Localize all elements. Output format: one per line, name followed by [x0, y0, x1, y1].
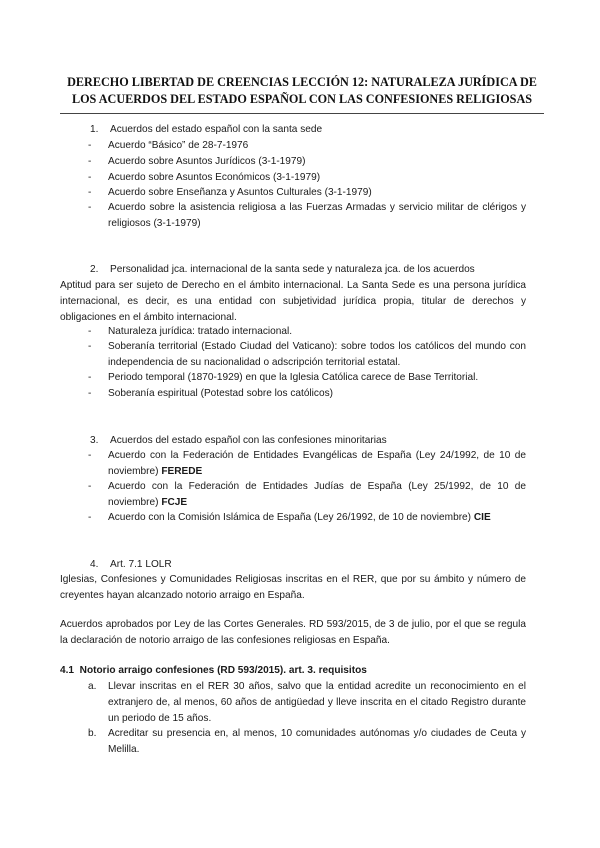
paragraph: Aptitud para ser sujeto de Derecho en el ámbito internacional. La Santa Sede es una persona jurídica internacional, es decir, es una entidad con subjetividad jurídica propia, titular de derechos y obligaciones en el ámbito internacional.	[60, 280, 526, 323]
list-item-text: Acuerdo sobre Enseñanza y Asuntos Culturales (3-1-1979)	[108, 187, 372, 198]
list-item-text: Llevar inscritas en el RER 30 años, salvo que la entidad acredite un reconocimiento en el extranjero de, al menos, 60 años de antigüedad y lleve inscrita en el citado Registro durante un periodo de 15 años.	[108, 681, 526, 724]
subsection-title: Notorio arraigo confesiones (RD 593/2015). art. 3. requisitos	[79, 665, 367, 676]
list-item	[88, 448, 526, 480]
list-item	[88, 510, 526, 526]
list-item-text	[108, 479, 526, 511]
bullet-dash: -	[88, 156, 92, 167]
section-title: Acuerdos del estado español con la santa sede	[110, 124, 323, 135]
section-title: Personalidad jca. internacional de la santa sede y naturaleza jca. de los acuerdos	[110, 264, 475, 275]
list-item	[88, 138, 526, 154]
list-item-text	[108, 510, 526, 526]
paragraph: Iglesias, Confesiones y Comunidades Religiosas inscritas en el RER, que por su ámbito y número de creyentes hayan alcanzado notorio arraigo en España.	[60, 574, 526, 601]
paragraph: Acuerdos aprobados por Ley de las Cortes Generales. RD 593/2015, de 3 de julio, por el que se regula la declaración de notorio arraigo de las confesiones religiosas en España.	[60, 619, 526, 646]
acronym: FEREDE	[161, 466, 203, 477]
bullet-dash: -	[88, 512, 92, 523]
acronym: FCJE	[161, 497, 188, 508]
agreement-text: Acuerdo con la Comisión Islámica de España (Ley 26/1992, de 10 de noviembre)	[108, 512, 472, 523]
list-item-text: Soberanía territorial (Estado Ciudad del Vaticano): sobre todos los católicos del mundo con independencia de su nacionalidad o adscripción territorial estatal.	[108, 341, 526, 368]
document-title: DERECHO LIBERTAD DE CREENCIAS LECCIÓN 12: NATURALEZA JURÍDICA DE LOS ACUERDOS DEL ESTADO ESPAÑOL CON LAS CONFESIONES RELIGIOSAS	[67, 75, 537, 106]
section-number: 2.	[90, 264, 99, 275]
bullet-dash: -	[88, 140, 92, 151]
list-item	[88, 339, 526, 371]
list-item	[88, 154, 526, 170]
section-number: 1.	[90, 124, 99, 135]
bullet-dash: -	[88, 481, 92, 492]
list-item	[88, 386, 526, 402]
bullet-dash: -	[88, 341, 92, 352]
list-item-text: Naturaleza jurídica: tratado internacional.	[108, 326, 293, 337]
item-label: a.	[88, 681, 97, 692]
list-item	[88, 200, 526, 232]
list-item	[88, 324, 526, 340]
bullet-dash: -	[88, 388, 92, 399]
section-number: 4.	[90, 559, 99, 570]
bullet-dash: -	[88, 326, 92, 337]
bullet-dash: -	[88, 450, 92, 461]
list-item	[88, 679, 526, 727]
agreement-text: Acuerdo con la Federación de Entidades Judías de España (Ley 25/1992, de 10 de noviembre)	[108, 481, 526, 508]
title-divider	[60, 113, 544, 114]
section-number: 3.	[90, 435, 99, 446]
section-title: Acuerdos del estado español con las confesiones minoritarias	[110, 435, 387, 446]
section-title: Art. 7.1 LOLR	[110, 559, 172, 570]
bullet-dash: -	[88, 172, 92, 183]
list-item-text: Acuerdo sobre Asuntos Económicos (3-1-1979)	[108, 172, 321, 183]
bullet-dash: -	[88, 372, 92, 383]
list-item	[88, 479, 526, 511]
list-item-text: Acuerdo “Básico” de 28-7-1976	[108, 140, 249, 151]
list-item	[88, 185, 526, 201]
list-item-text: Acuerdo sobre la asistencia religiosa a las Fuerzas Armadas y servicio militar de clérigos y religiosos (3-1-1979)	[108, 202, 526, 229]
agreement-text: Acuerdo con la Federación de Entidades Evangélicas de España (Ley 24/1992, de 10 de noviembre)	[108, 450, 526, 477]
acronym: CIE	[473, 512, 491, 523]
list-item-text	[108, 448, 526, 480]
bullet-dash: -	[88, 202, 92, 213]
list-item	[88, 370, 526, 386]
list-item-text: Periodo temporal (1870-1929) en que la Iglesia Católica carece de Base Territorial.	[108, 372, 479, 383]
item-label: b.	[88, 728, 97, 739]
list-item	[88, 170, 526, 186]
list-item-text: Acuerdo sobre Asuntos Jurídicos (3-1-1979)	[108, 156, 306, 167]
subsection-number: 4.1	[60, 665, 75, 676]
list-item-text: Soberanía espiritual (Potestad sobre los católicos)	[108, 388, 333, 399]
list-item-text: Acreditar su presencia en, al menos, 10 comunidades autónomas y/o ciudades de Ceuta y Melilla.	[108, 728, 526, 755]
subsection-heading	[60, 663, 367, 679]
list-item	[88, 726, 526, 758]
bullet-dash: -	[88, 187, 92, 198]
